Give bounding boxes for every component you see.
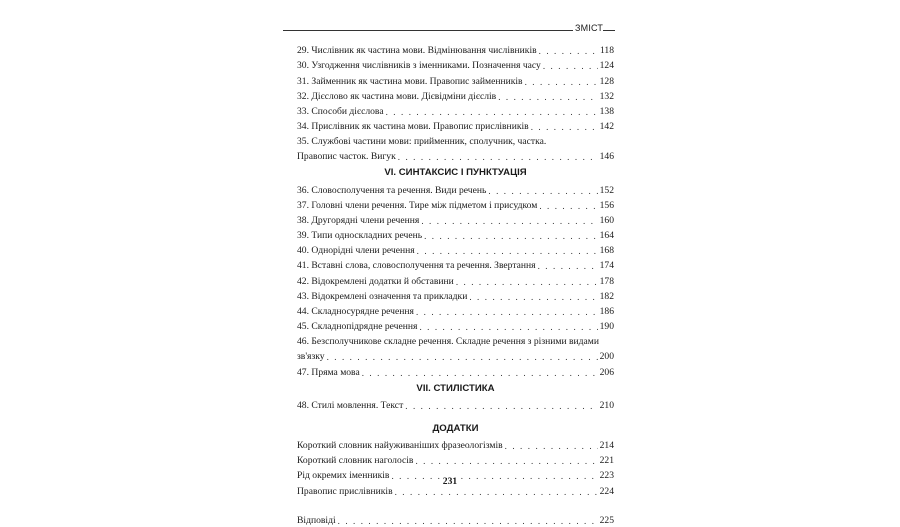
toc-entry [297,88,614,103]
toc-entry-title: 39. Типи односкладних речень [297,230,423,242]
spacer [297,412,614,419]
toc-entry-title: 48. Стилі мовлення. Текст [297,399,404,411]
page-number: 231 [442,476,458,487]
toc-entry-title-line2: Правопис часток. Вигук [297,151,396,163]
toc-entry-title: 30. Узгодження числівників з іменниками. Позначення часу [297,60,541,72]
toc-entry-page: 132 [599,90,614,102]
leader-dots [327,351,598,363]
toc-entry-title: 42. Відокремлені додатки й обставини [297,275,454,287]
toc-entry-page: 210 [599,399,614,411]
leader-dots [338,515,598,527]
toc-entry-page: 214 [599,439,614,451]
leader-dots [405,400,597,412]
leader-dots [362,367,598,379]
toc-entry [297,257,614,272]
toc-entry [297,42,614,57]
toc-entry-page: 225 [599,514,614,526]
toc-entry [297,288,614,303]
leader-dots [415,455,597,467]
toc-entry-title: 38. Другорядні члени речення [297,214,420,226]
toc-entry-title: 47. Пряма мова [297,366,360,378]
toc-entry-title: 29. Числівник як частина мови. Відмінювання числівників [297,45,537,57]
toc-entry [297,318,614,333]
toc-entry [297,57,614,72]
toc-entry [297,181,614,196]
toc-entry-page: 174 [599,260,614,272]
toc-entry [297,272,614,287]
toc-entry-page: 178 [599,275,614,287]
toc-entry-page: 224 [599,485,614,497]
toc-entry-title: 31. Займенник як частина мови. Правопис займенників [297,75,523,87]
leader-dots [531,121,598,133]
toc-entry [297,303,614,318]
header-rule-right [603,30,615,31]
toc-entry-page: 138 [599,105,614,117]
leader-dots [539,45,598,57]
toc-entry-page: 190 [599,321,614,333]
toc-entry-title: Відповіді [297,514,336,526]
toc-entry-page: 223 [599,470,614,482]
header-rule-left [283,30,573,31]
toc-entry [297,118,614,133]
leader-dots [543,60,598,72]
toc-entry-page: 164 [599,230,614,242]
toc-entry-title: 37. Головні члени речення. Тире між підметом і присудком [297,199,538,211]
leader-dots [539,200,597,212]
spacer [297,498,614,512]
toc-entry-title-line2: зв'язку [297,351,325,363]
toc-entry-page: 182 [599,290,614,302]
leader-dots [416,306,598,318]
toc-entry [297,397,614,412]
leader-dots [538,260,598,272]
toc-entry-page: 128 [599,75,614,87]
leader-dots [386,106,598,118]
toc-entry [297,197,614,212]
toc-entry-title-line1: 35. Службові частини мови: прийменник, сполучник, частка. [297,136,547,148]
leader-dots [395,486,598,498]
toc-entry-title: 40. Однорідні члени речення [297,245,415,257]
toc-entry-page: 160 [599,214,614,226]
toc-entry-page: 124 [599,60,614,72]
toc-entry [297,242,614,257]
leader-dots [488,185,597,197]
leader-dots [421,215,597,227]
leader-dots [498,91,597,103]
toc-entry [297,227,614,242]
leader-dots [417,245,598,257]
toc-entry [297,348,614,363]
toc-entry-title: Рід окремих іменників [297,470,390,482]
toc-entry-page: 186 [599,306,614,317]
leader-dots [419,321,597,333]
section-heading: VII. СТИЛІСТИКА [416,382,495,394]
leader-dots [505,440,598,452]
toc-entry-page: 156 [599,199,614,211]
leader-dots [456,276,598,288]
toc-entry-title: 43. Відокремлені означення та прикладки [297,290,468,302]
toc-entry-title: Короткий словник найуживаніших фразеологізмів [297,439,503,451]
toc-entry-title-line1: 46. Безсполучникове складне речення. Складне речення з різними видами [297,336,599,348]
leader-dots [424,230,598,242]
leader-dots [525,76,598,88]
toc-entry-page: 142 [599,121,614,133]
toc-entry [297,148,614,163]
toc-entry-title: Правопис прислівників [297,485,393,497]
table-of-contents [297,42,614,527]
toc-entry-page: 206 [599,366,614,378]
toc-entry [297,72,614,87]
toc-entry [297,212,614,227]
toc-entry-title: 36. Словосполучення та речення. Види речень [297,184,487,196]
toc-entry-title: 33. Способи дієслова [297,105,384,117]
toc-entry-title: 34. Прислівник як частина мови. Правопис прислівників [297,121,529,133]
toc-entry-title: Короткий словник наголосів [297,455,414,467]
toc-entry-title: 44. Складносурядне речення [297,306,414,317]
section-heading: ДОДАТКИ [432,422,479,434]
toc-entry-title: 41. Вставні слова, словосполучення та речення. Звертання [297,260,536,272]
toc-entry-page: 146 [599,151,614,163]
toc-entry-page: 168 [599,245,614,257]
leader-dots [398,151,598,163]
toc-entry-page: 118 [599,45,614,57]
toc-entry [297,363,614,378]
toc-entry-page: 200 [599,351,614,363]
toc-entry [297,437,614,452]
toc-entry [297,512,614,527]
toc-entry-page: 152 [599,184,614,196]
toc-entry [297,452,614,467]
toc-entry-page: 221 [599,455,614,467]
toc-entry-title: 45. Складнопідрядне речення [297,321,418,333]
section-heading: VI. СИНТАКСИС І ПУНКТУАЦІЯ [384,167,527,179]
toc-entry-title: 32. Дієслово як частина мови. Дієвідміни дієслів [297,90,497,102]
running-header: ЗМІСТ [575,23,604,33]
leader-dots [469,291,597,303]
toc-entry [297,103,614,118]
